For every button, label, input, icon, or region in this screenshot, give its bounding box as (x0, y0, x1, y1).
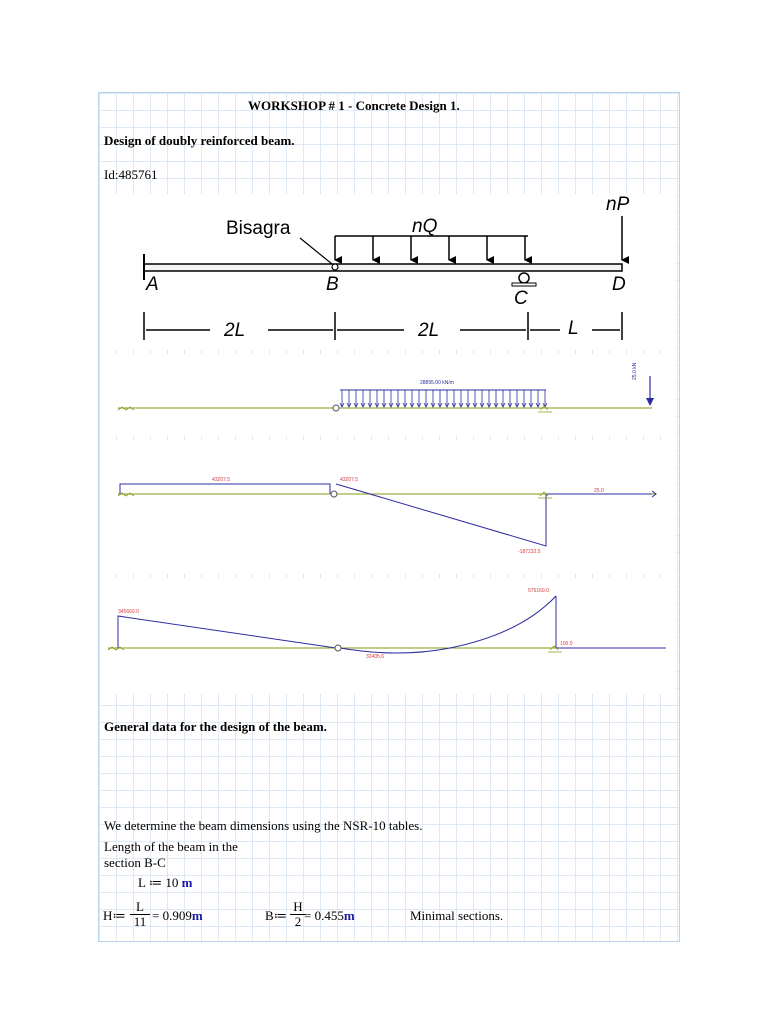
eq-height-denominator: 11 (133, 914, 147, 929)
load-distributed-arrows (340, 390, 547, 407)
hinge-b (332, 264, 338, 270)
distributed-load-label: nQ (412, 216, 438, 237)
worksheet-title: WORKSHOP # 1 - Concrete Design 1. (248, 98, 460, 113)
eq-base-result-group (304, 908, 355, 924)
length-text-line1: Length of the beam in the (104, 839, 238, 854)
length-text-line2: section B-C (104, 855, 166, 870)
eq-height-assign: ≔ (112, 908, 126, 923)
moment-value-min: 32405.6 (366, 654, 385, 660)
node-a-label: A (146, 274, 159, 295)
point-load-label: nP (606, 194, 630, 215)
eq-base-assign: ≔ (273, 908, 288, 923)
moment-value-c-max: 576160.0 (528, 588, 549, 594)
node-b-label: B (326, 274, 339, 295)
distributed-load-arrows (335, 236, 525, 260)
span-bc-label: 2L (418, 320, 440, 341)
load-point-value: 25.0 kN (632, 362, 638, 380)
eq-base-lhs-group (265, 908, 287, 924)
moment-hinge (335, 645, 341, 651)
eq-height-result-group (152, 908, 203, 924)
student-id: Id:485761 (104, 167, 158, 182)
shear-segment-ab (120, 484, 330, 494)
moment-segment-ab (118, 616, 336, 648)
eq-length-assign: ≔ 10 (148, 875, 179, 890)
eq-length (138, 875, 193, 891)
shear-segment-bc (336, 484, 546, 546)
shear-value-c-min: -187232.5 (518, 549, 541, 555)
shear-hinge (331, 491, 337, 497)
eq-base-numerator: H (290, 900, 306, 915)
moment-diagram (100, 578, 676, 694)
eq-height-numerator: L (130, 900, 150, 915)
eq-base-result: = 0.455 (304, 908, 344, 923)
eq-length-unit: m (181, 875, 193, 890)
shear-value-right: 25.0 (594, 488, 604, 494)
eq-height-lhs-group (103, 908, 126, 924)
moment-segment-bc (340, 596, 556, 653)
shear-value-left: 43207.5 (212, 477, 231, 483)
eq-length-lhs: L (138, 875, 146, 890)
hinge-pointer (300, 238, 332, 264)
dimension-lines (144, 312, 622, 340)
shear-value-b: 43207.5 (340, 477, 359, 483)
load-hinge (333, 405, 339, 411)
shear-diagram (100, 440, 676, 574)
moment-value-c-small: 100.0 (560, 641, 573, 647)
eq-base-unit: m (343, 908, 355, 923)
roller-support-c (519, 273, 529, 283)
eq-base-denominator: 2 (294, 914, 302, 929)
node-d-label: D (612, 274, 626, 295)
eq-height-unit: m (191, 908, 203, 923)
minimal-sections-note: Minimal sections. (410, 908, 504, 923)
worksheet-subtitle: Design of doubly reinforced beam. (104, 133, 295, 148)
eq-height-result: = 0.909 (152, 908, 192, 923)
beam-schematic (100, 194, 676, 350)
determine-dimensions-text: We determine the beam dimensions using the NSR-10 tables. (104, 818, 423, 833)
span-ab-label: 2L (224, 320, 246, 341)
beam-body (144, 264, 622, 271)
moment-value-a: 345660.0 (118, 609, 139, 615)
eq-base-lhs: B (265, 908, 274, 923)
hinge-label: Bisagra (226, 218, 291, 239)
span-cd-label: L (568, 318, 579, 339)
general-data-heading: General data for the design of the beam. (104, 719, 327, 734)
eq-height-fraction (130, 900, 150, 929)
eq-height-lhs: H (103, 908, 113, 923)
beam-schematic-svg (100, 194, 676, 350)
node-c-label: C (514, 288, 528, 309)
load-diagram (100, 354, 676, 436)
load-distributed-value: 28895.00 kN/m (420, 380, 454, 386)
